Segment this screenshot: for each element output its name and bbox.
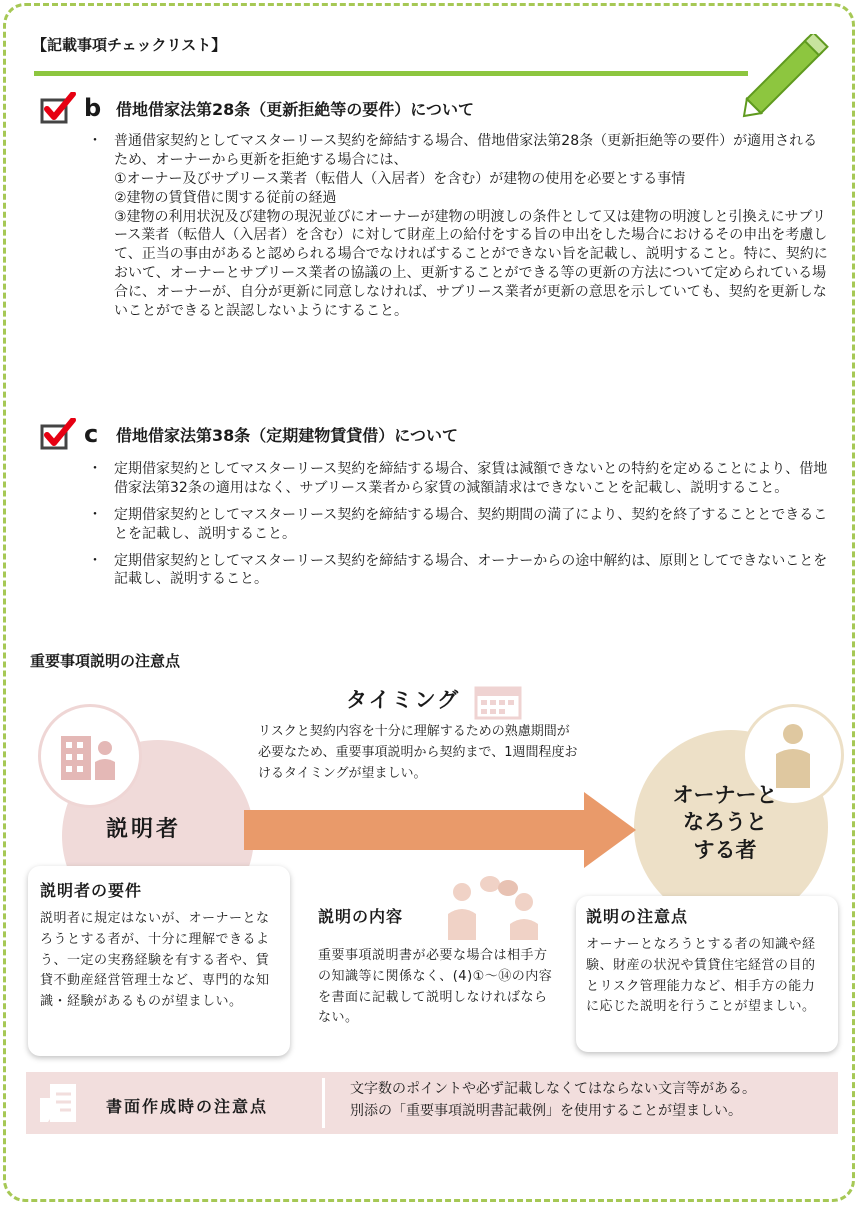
explanation-notes-box <box>576 896 838 1052</box>
owner-label-line: オーナーと <box>672 783 778 807</box>
bullet-mark: ・ <box>88 506 102 523</box>
bullet-mark: ・ <box>88 461 102 477</box>
condition-3: ③建物の利用状況及び建物の現況並びにオーナーが建物の明渡しの条件として又は建物の明渡しと引換えにサブリース業者（転借人（入居者）を含む）に対して財産上の給付をする旨の申出をした場合におけるその申出を考慮して、正当の事由があると認められる場合でなければすることができない旨を記載し、説明すること。特に、契約において、オーナーとサブリース業者の協議の上、更新することができる等の更新の方法について定められている場合に、オーナーが、自分が更新に同意しなければ、サブリース業者が更新の意思を示していても、契約を更新しないことができると誤認しないようにすること。 <box>114 208 828 320</box>
pencil-icon <box>736 34 830 124</box>
owner-label-line: なろうと <box>683 810 767 835</box>
document-notes-text <box>350 1078 756 1123</box>
timing-title: タイミング <box>346 688 461 712</box>
section-b-heading <box>40 92 474 124</box>
owner-label <box>652 782 798 864</box>
list-item <box>88 506 830 544</box>
conversation-icon <box>446 874 542 940</box>
bullet-text: 普通借家契約としてマスターリース契約を締結する場合、借地借家法第28条（更新拒絶等の要件）が適用されるため、オーナーから更新を拒絶する場合には、 <box>114 133 818 168</box>
requirements-text: 説明者に規定はないが、オーナーとなろうとする者が、十分に理解できるよう、一定の実務経験を有する者や、賃貸不動産経営管理士など、専門的な知識・経験があるものが望ましい。 <box>40 911 270 1010</box>
section-b-bullets <box>88 132 830 329</box>
document-notes-line: 文字数のポイントや必ず記載しなくてはならない文言等がある。 <box>350 1081 756 1097</box>
bullet-mark: ・ <box>88 552 102 569</box>
bullet-text: 定期借家契約としてマスターリース契約を締結する場合、オーナーからの途中解約は、原則としてできないことを記載し、説明すること。 <box>114 552 828 588</box>
section-title: 借地借家法第38条（定期建物賃貸借）について <box>116 425 458 445</box>
checklist-title: 【記載事項チェックリスト】 <box>32 36 227 54</box>
condition-1: ①オーナー及びサブリース業者（転借人（入居者）を含む）が建物の使用を必要とする事情 <box>114 170 686 187</box>
bullet-text: 定期借家契約としてマスターリース契約を締結する場合、契約期間の満了により、契約を終了することとできることを記載し、説明すること。 <box>114 506 828 542</box>
calendar-icon <box>474 684 522 720</box>
condition-2: ②建物の賃貸借に関する従前の経過 <box>114 189 337 206</box>
content-title: 説明の内容 <box>318 907 404 926</box>
section-c-bullets <box>88 460 830 597</box>
office-person-icon <box>38 704 142 808</box>
guide-title: 重要事項説明の注意点 <box>30 652 181 670</box>
document-notes-title: 書面作成時の注意点 <box>106 1097 269 1116</box>
bullet-text: 定期借家契約としてマスターリース契約を締結する場合、家賃は減額できないとの特約を定めることにより、借地借家法第32条の適用はなく、サブリース業者から家賃の減額請求はできないことを記載し、説明すること。 <box>114 461 828 496</box>
section-letter: c <box>84 420 99 448</box>
section-title: 借地借家法第28条（更新拒絶等の要件）について <box>116 99 474 119</box>
section-c-heading <box>40 418 458 450</box>
divider <box>322 1078 325 1128</box>
notes-title: 説明の注意点 <box>586 907 689 926</box>
section-letter: b <box>84 94 102 122</box>
explainer-requirements-box <box>28 866 290 1056</box>
bullet-mark: ・ <box>88 133 102 149</box>
owner-label-line: する者 <box>693 837 757 862</box>
check-icon <box>40 418 76 450</box>
check-icon <box>40 92 76 124</box>
content-text: 重要事項説明書が必要な場合は相手方の知識等に関係なく、(4)①～⑭の内容を書面に記載して説明しなければならない。 <box>318 948 553 1026</box>
requirements-title: 説明者の要件 <box>40 881 143 900</box>
flow-arrow <box>244 792 636 868</box>
list-item <box>88 132 830 321</box>
document-icon <box>38 1080 84 1126</box>
document-notes-line: 別添の「重要事項説明書記載例」を使用することが望ましい。 <box>350 1103 742 1120</box>
header-underline <box>34 71 748 76</box>
timing-description: リスクと契約内容を十分に理解するための熟慮期間が必要なため、重要事項説明から契約まで、1週間程度おけるタイミングが望ましい。 <box>258 724 578 781</box>
notes-text: オーナーとなろうとする者の知識や経験、財産の状況や賃貸住宅経営の目的とリスク管理能力など、相手方の能力に応じた説明を行うことが望ましい。 <box>586 937 816 1015</box>
explainer-label: 説明者 <box>106 817 182 842</box>
list-item <box>88 460 830 498</box>
list-item <box>88 552 830 590</box>
